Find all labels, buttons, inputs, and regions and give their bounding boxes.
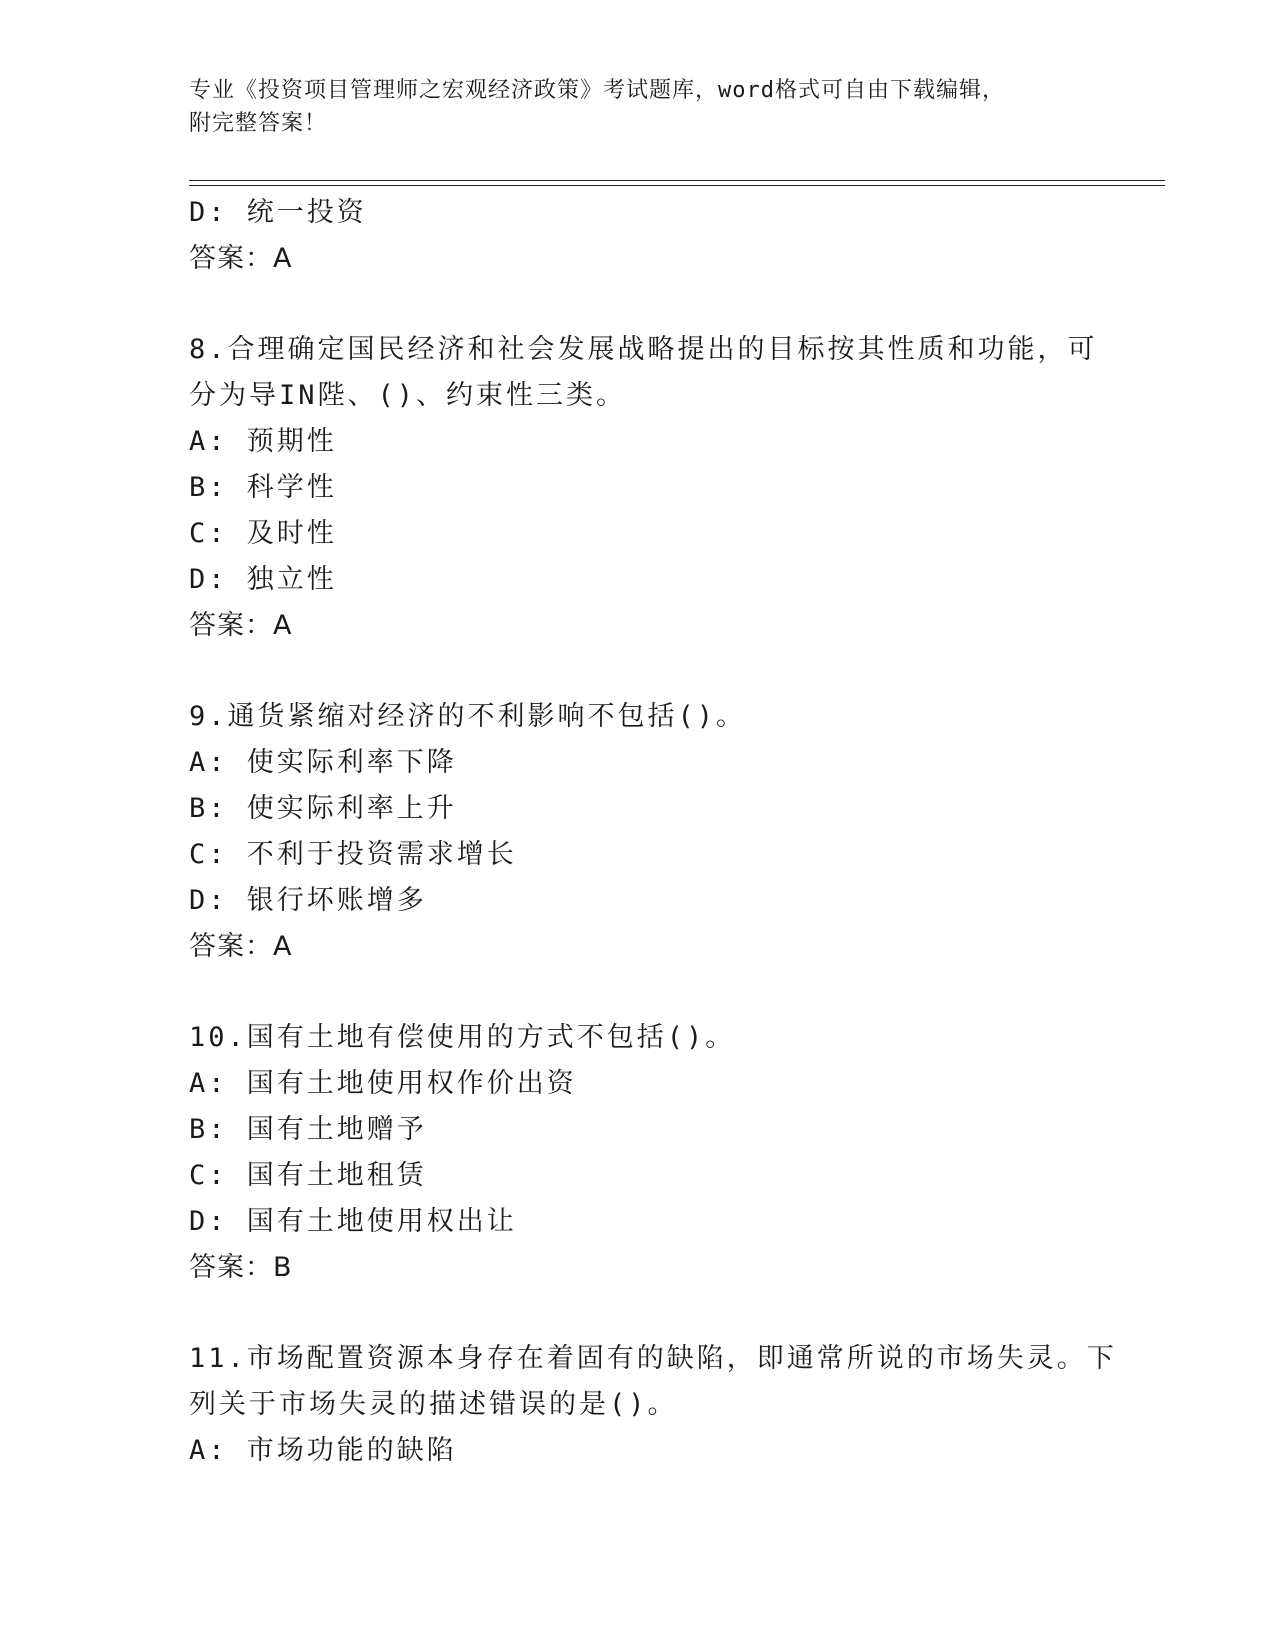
q9-option-d: D: 银行坏账增多 bbox=[189, 885, 427, 916]
document-body bbox=[189, 190, 1117, 1474]
header-line-1: 专业《投资项目管理师之宏观经济政策》考试题库，word格式可自由下载编辑， bbox=[189, 78, 1005, 103]
q8-text-line-2: 分为导IN陛、()、约束性三类。 bbox=[189, 380, 627, 411]
q10-answer: 答案：B bbox=[189, 1252, 293, 1283]
q8-option-d: D: 独立性 bbox=[189, 564, 337, 595]
q8-option-a: A: 预期性 bbox=[189, 426, 337, 457]
q10-option-d: D: 国有土地使用权出让 bbox=[189, 1206, 517, 1237]
q8-option-c: C: 及时性 bbox=[189, 518, 337, 549]
question-8 bbox=[189, 327, 1098, 649]
q10-text-line-1: 10.国有土地有偿使用的方式不包括()。 bbox=[189, 1022, 736, 1053]
q11-text-line-1: 11.市场配置资源本身存在着固有的缺陷，即通常所说的市场失灵。下 bbox=[189, 1343, 1117, 1374]
header-line-2: 附完整答案！ bbox=[189, 111, 328, 136]
question-11 bbox=[189, 1336, 1117, 1474]
q9-answer: 答案：A bbox=[189, 931, 293, 962]
q10-option-a: A: 国有土地使用权作价出资 bbox=[189, 1068, 577, 1099]
q8-answer: 答案：A bbox=[189, 610, 293, 641]
q10-option-b: B: 国有土地赠予 bbox=[189, 1114, 427, 1145]
question-9 bbox=[189, 694, 1089, 970]
q11-text-line-2: 列关于市场失灵的描述错误的是()。 bbox=[189, 1389, 678, 1420]
q9-option-b: B: 使实际利率上升 bbox=[189, 793, 457, 824]
question-7 bbox=[189, 190, 1089, 282]
q11-option-a: A: 市场功能的缺陷 bbox=[189, 1435, 457, 1466]
q9-option-a: A: 使实际利率下降 bbox=[189, 747, 457, 778]
q7-option-d: D: 统一投资 bbox=[189, 197, 367, 228]
header-divider bbox=[189, 180, 1165, 186]
q8-option-b: B: 科学性 bbox=[189, 472, 337, 503]
q8-text-line-1: 8.合理确定国民经济和社会发展战略提出的目标按其性质和功能，可 bbox=[189, 334, 1098, 365]
q10-option-c: C: 国有土地租赁 bbox=[189, 1160, 427, 1191]
q9-option-c: C: 不利于投资需求增长 bbox=[189, 839, 517, 870]
q7-answer: 答案：A bbox=[189, 243, 293, 274]
q9-text-line-1: 9.通货紧缩对经济的不利影响不包括()。 bbox=[189, 701, 747, 732]
document-header bbox=[189, 74, 1069, 140]
question-10 bbox=[189, 1015, 1089, 1291]
